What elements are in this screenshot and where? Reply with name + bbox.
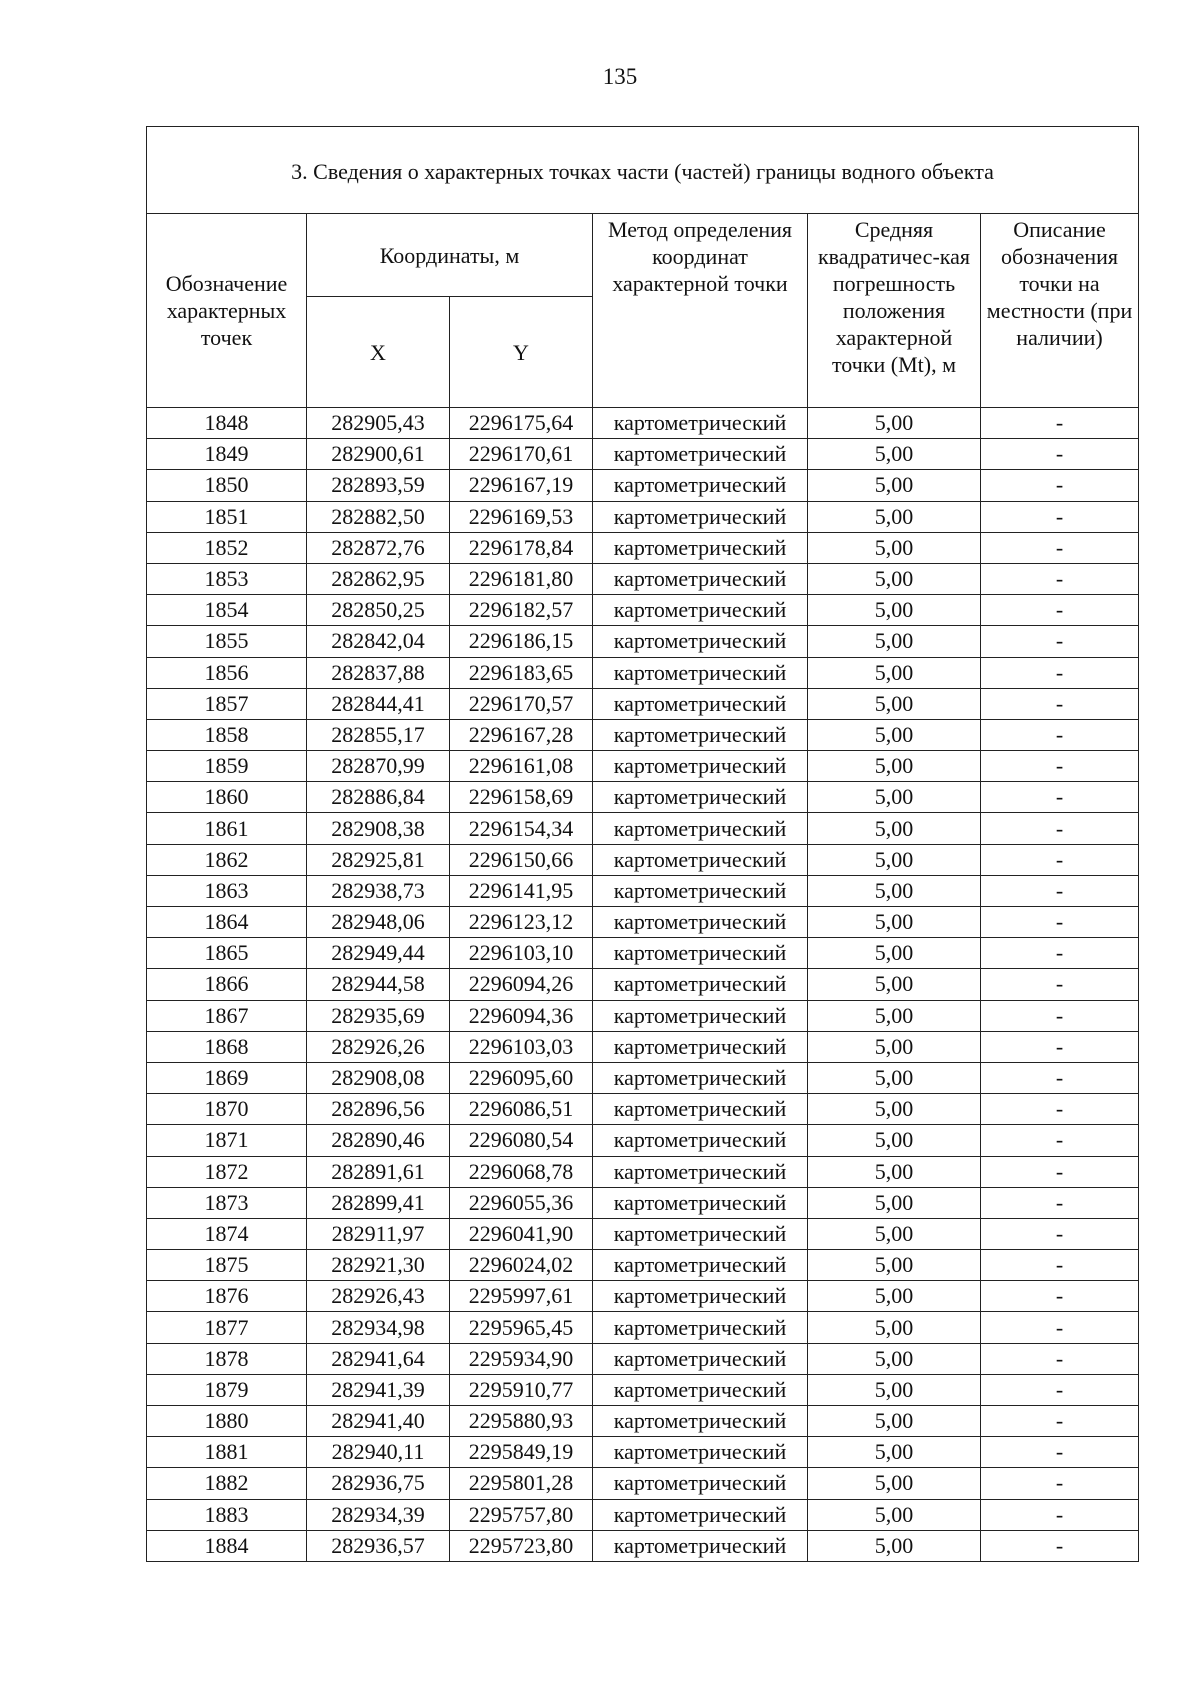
x-coordinate-cell: 282870,99 xyxy=(307,751,450,782)
x-coordinate-cell: 282926,26 xyxy=(307,1031,450,1062)
error-value-cell: 5,00 xyxy=(808,969,981,1000)
method-cell: картометрический xyxy=(593,1343,808,1374)
error-value-cell: 5,00 xyxy=(808,1094,981,1125)
x-coordinate-cell: 282934,98 xyxy=(307,1312,450,1343)
y-coordinate-cell: 2296094,36 xyxy=(450,1000,593,1031)
description-cell: - xyxy=(981,1374,1139,1405)
point-id-cell: 1864 xyxy=(147,907,307,938)
description-cell: - xyxy=(981,470,1139,501)
x-coordinate-cell: 282941,64 xyxy=(307,1343,450,1374)
table-row xyxy=(147,1125,1139,1156)
x-coordinate-cell: 282882,50 xyxy=(307,501,450,532)
error-value-cell: 5,00 xyxy=(808,1062,981,1093)
point-id-cell: 1857 xyxy=(147,688,307,719)
description-cell: - xyxy=(981,626,1139,657)
point-id-cell: 1878 xyxy=(147,1343,307,1374)
header-coordinates: Координаты, м xyxy=(307,214,593,297)
y-coordinate-cell: 2296068,78 xyxy=(450,1156,593,1187)
method-cell: картометрический xyxy=(593,595,808,626)
description-cell: - xyxy=(981,719,1139,750)
description-cell: - xyxy=(981,1187,1139,1218)
description-cell: - xyxy=(981,1062,1139,1093)
description-cell: - xyxy=(981,1530,1139,1561)
error-value-cell: 5,00 xyxy=(808,1343,981,1374)
method-cell: картометрический xyxy=(593,1031,808,1062)
description-cell: - xyxy=(981,439,1139,470)
error-value-cell: 5,00 xyxy=(808,844,981,875)
table-row xyxy=(147,875,1139,906)
y-coordinate-cell: 2296170,57 xyxy=(450,688,593,719)
error-value-cell: 5,00 xyxy=(808,626,981,657)
table-row xyxy=(147,1250,1139,1281)
x-coordinate-cell: 282890,46 xyxy=(307,1125,450,1156)
method-cell: картометрический xyxy=(593,938,808,969)
y-coordinate-cell: 2296186,15 xyxy=(450,626,593,657)
x-coordinate-cell: 282891,61 xyxy=(307,1156,450,1187)
error-value-cell: 5,00 xyxy=(808,1530,981,1561)
x-coordinate-cell: 282948,06 xyxy=(307,907,450,938)
table-row xyxy=(147,1530,1139,1561)
method-cell: картометрический xyxy=(593,1187,808,1218)
x-coordinate-cell: 282886,84 xyxy=(307,782,450,813)
point-id-cell: 1861 xyxy=(147,813,307,844)
method-cell: картометрический xyxy=(593,1281,808,1312)
description-cell: - xyxy=(981,844,1139,875)
x-coordinate-cell: 282938,73 xyxy=(307,875,450,906)
x-coordinate-cell: 282872,76 xyxy=(307,532,450,563)
x-coordinate-cell: 282842,04 xyxy=(307,626,450,657)
x-coordinate-cell: 282837,88 xyxy=(307,657,450,688)
table-row xyxy=(147,751,1139,782)
error-value-cell: 5,00 xyxy=(808,907,981,938)
method-cell: картометрический xyxy=(593,1499,808,1530)
error-value-cell: 5,00 xyxy=(808,719,981,750)
description-cell: - xyxy=(981,595,1139,626)
point-id-cell: 1867 xyxy=(147,1000,307,1031)
description-cell: - xyxy=(981,1125,1139,1156)
method-cell: картометрический xyxy=(593,782,808,813)
y-coordinate-cell: 2296103,03 xyxy=(450,1031,593,1062)
description-cell: - xyxy=(981,563,1139,594)
x-coordinate-cell: 282921,30 xyxy=(307,1250,450,1281)
point-id-cell: 1873 xyxy=(147,1187,307,1218)
header-error: Средняя квадратичес-кая погрешность положения характерной точки (Mt), м xyxy=(808,214,981,408)
description-cell: - xyxy=(981,532,1139,563)
description-cell: - xyxy=(981,1281,1139,1312)
x-coordinate-cell: 282934,39 xyxy=(307,1499,450,1530)
y-coordinate-cell: 2296094,26 xyxy=(450,969,593,1000)
description-cell: - xyxy=(981,1000,1139,1031)
point-id-cell: 1859 xyxy=(147,751,307,782)
point-id-cell: 1875 xyxy=(147,1250,307,1281)
method-cell: картометрический xyxy=(593,1000,808,1031)
point-id-cell: 1882 xyxy=(147,1468,307,1499)
error-value-cell: 5,00 xyxy=(808,938,981,969)
error-value-cell: 5,00 xyxy=(808,1312,981,1343)
method-cell: картометрический xyxy=(593,969,808,1000)
point-id-cell: 1877 xyxy=(147,1312,307,1343)
y-coordinate-cell: 2295997,61 xyxy=(450,1281,593,1312)
method-cell: картометрический xyxy=(593,1468,808,1499)
x-coordinate-cell: 282941,39 xyxy=(307,1374,450,1405)
y-coordinate-cell: 2296182,57 xyxy=(450,595,593,626)
error-value-cell: 5,00 xyxy=(808,501,981,532)
table-row xyxy=(147,969,1139,1000)
y-coordinate-cell: 2296141,95 xyxy=(450,875,593,906)
error-value-cell: 5,00 xyxy=(808,595,981,626)
point-id-cell: 1860 xyxy=(147,782,307,813)
error-value-cell: 5,00 xyxy=(808,1250,981,1281)
x-coordinate-cell: 282855,17 xyxy=(307,719,450,750)
x-coordinate-cell: 282936,75 xyxy=(307,1468,450,1499)
y-coordinate-cell: 2295801,28 xyxy=(450,1468,593,1499)
y-coordinate-cell: 2296080,54 xyxy=(450,1125,593,1156)
point-id-cell: 1870 xyxy=(147,1094,307,1125)
table-row xyxy=(147,595,1139,626)
method-cell: картометрический xyxy=(593,813,808,844)
table-row xyxy=(147,1499,1139,1530)
method-cell: картометрический xyxy=(593,1094,808,1125)
method-cell: картометрический xyxy=(593,875,808,906)
x-coordinate-cell: 282850,25 xyxy=(307,595,450,626)
x-coordinate-cell: 282899,41 xyxy=(307,1187,450,1218)
x-coordinate-cell: 282936,57 xyxy=(307,1530,450,1561)
point-id-cell: 1866 xyxy=(147,969,307,1000)
x-coordinate-cell: 282862,95 xyxy=(307,563,450,594)
table-row xyxy=(147,657,1139,688)
method-cell: картометрический xyxy=(593,470,808,501)
table-row xyxy=(147,408,1139,439)
y-coordinate-cell: 2296183,65 xyxy=(450,657,593,688)
point-id-cell: 1881 xyxy=(147,1437,307,1468)
error-value-cell: 5,00 xyxy=(808,439,981,470)
table-row xyxy=(147,1187,1139,1218)
error-value-cell: 5,00 xyxy=(808,408,981,439)
y-coordinate-cell: 2295965,45 xyxy=(450,1312,593,1343)
point-id-cell: 1879 xyxy=(147,1374,307,1405)
x-coordinate-cell: 282844,41 xyxy=(307,688,450,719)
description-cell: - xyxy=(981,1499,1139,1530)
point-id-cell: 1855 xyxy=(147,626,307,657)
y-coordinate-cell: 2296154,34 xyxy=(450,813,593,844)
boundary-points-table xyxy=(146,126,1139,1562)
x-coordinate-cell: 282925,81 xyxy=(307,844,450,875)
description-cell: - xyxy=(981,875,1139,906)
description-cell: - xyxy=(981,408,1139,439)
description-cell: - xyxy=(981,1312,1139,1343)
point-id-cell: 1863 xyxy=(147,875,307,906)
point-id-cell: 1852 xyxy=(147,532,307,563)
y-coordinate-cell: 2296095,60 xyxy=(450,1062,593,1093)
header-point: Обозначение характерных точек xyxy=(147,214,307,408)
y-coordinate-cell: 2296024,02 xyxy=(450,1250,593,1281)
table-row xyxy=(147,501,1139,532)
table-row xyxy=(147,938,1139,969)
table-row xyxy=(147,1312,1139,1343)
x-coordinate-cell: 282926,43 xyxy=(307,1281,450,1312)
method-cell: картометрический xyxy=(593,719,808,750)
header-method: Метод определения координат характерной точки xyxy=(593,214,808,408)
method-cell: картометрический xyxy=(593,626,808,657)
error-value-cell: 5,00 xyxy=(808,1406,981,1437)
table-row xyxy=(147,719,1139,750)
error-value-cell: 5,00 xyxy=(808,1281,981,1312)
point-id-cell: 1868 xyxy=(147,1031,307,1062)
table-title: 3. Сведения о характерных точках части (частей) границы водного объекта xyxy=(147,127,1139,214)
x-coordinate-cell: 282896,56 xyxy=(307,1094,450,1125)
method-cell: картометрический xyxy=(593,408,808,439)
method-cell: картометрический xyxy=(593,532,808,563)
error-value-cell: 5,00 xyxy=(808,1000,981,1031)
table-row xyxy=(147,1218,1139,1249)
table-row xyxy=(147,1406,1139,1437)
point-id-cell: 1850 xyxy=(147,470,307,501)
error-value-cell: 5,00 xyxy=(808,813,981,844)
point-id-cell: 1856 xyxy=(147,657,307,688)
method-cell: картометрический xyxy=(593,1250,808,1281)
description-cell: - xyxy=(981,1468,1139,1499)
table-row xyxy=(147,782,1139,813)
description-cell: - xyxy=(981,969,1139,1000)
table-row xyxy=(147,844,1139,875)
x-coordinate-cell: 282893,59 xyxy=(307,470,450,501)
description-cell: - xyxy=(981,1250,1139,1281)
description-cell: - xyxy=(981,1218,1139,1249)
error-value-cell: 5,00 xyxy=(808,1156,981,1187)
point-id-cell: 1848 xyxy=(147,408,307,439)
point-id-cell: 1869 xyxy=(147,1062,307,1093)
y-coordinate-cell: 2296103,10 xyxy=(450,938,593,969)
table-row xyxy=(147,1156,1139,1187)
point-id-cell: 1854 xyxy=(147,595,307,626)
error-value-cell: 5,00 xyxy=(808,470,981,501)
table-row xyxy=(147,1062,1139,1093)
description-cell: - xyxy=(981,688,1139,719)
method-cell: картометрический xyxy=(593,439,808,470)
y-coordinate-cell: 2295849,19 xyxy=(450,1437,593,1468)
error-value-cell: 5,00 xyxy=(808,1499,981,1530)
description-cell: - xyxy=(981,751,1139,782)
table-row xyxy=(147,1094,1139,1125)
description-cell: - xyxy=(981,1156,1139,1187)
description-cell: - xyxy=(981,1437,1139,1468)
method-cell: картометрический xyxy=(593,1156,808,1187)
description-cell: - xyxy=(981,813,1139,844)
y-coordinate-cell: 2296178,84 xyxy=(450,532,593,563)
error-value-cell: 5,00 xyxy=(808,563,981,594)
table-row xyxy=(147,688,1139,719)
y-coordinate-cell: 2296170,61 xyxy=(450,439,593,470)
y-coordinate-cell: 2296158,69 xyxy=(450,782,593,813)
x-coordinate-cell: 282949,44 xyxy=(307,938,450,969)
x-coordinate-cell: 282905,43 xyxy=(307,408,450,439)
point-id-cell: 1853 xyxy=(147,563,307,594)
x-coordinate-cell: 282944,58 xyxy=(307,969,450,1000)
method-cell: картометрический xyxy=(593,1062,808,1093)
method-cell: картометрический xyxy=(593,1374,808,1405)
table-row xyxy=(147,1468,1139,1499)
description-cell: - xyxy=(981,1094,1139,1125)
point-id-cell: 1862 xyxy=(147,844,307,875)
method-cell: картометрический xyxy=(593,1218,808,1249)
point-id-cell: 1874 xyxy=(147,1218,307,1249)
description-cell: - xyxy=(981,657,1139,688)
description-cell: - xyxy=(981,782,1139,813)
method-cell: картометрический xyxy=(593,657,808,688)
error-value-cell: 5,00 xyxy=(808,782,981,813)
table-row xyxy=(147,439,1139,470)
x-coordinate-cell: 282908,38 xyxy=(307,813,450,844)
method-cell: картометрический xyxy=(593,501,808,532)
error-value-cell: 5,00 xyxy=(808,875,981,906)
method-cell: картометрический xyxy=(593,1530,808,1561)
point-id-cell: 1880 xyxy=(147,1406,307,1437)
error-value-cell: 5,00 xyxy=(808,532,981,563)
table-row xyxy=(147,532,1139,563)
description-cell: - xyxy=(981,501,1139,532)
point-id-cell: 1871 xyxy=(147,1125,307,1156)
point-id-cell: 1883 xyxy=(147,1499,307,1530)
error-value-cell: 5,00 xyxy=(808,688,981,719)
point-id-cell: 1851 xyxy=(147,501,307,532)
y-coordinate-cell: 2296169,53 xyxy=(450,501,593,532)
table-row xyxy=(147,813,1139,844)
x-coordinate-cell: 282908,08 xyxy=(307,1062,450,1093)
point-id-cell: 1876 xyxy=(147,1281,307,1312)
table-row xyxy=(147,1000,1139,1031)
page-number: 135 xyxy=(602,64,638,89)
header-description: Описание обозначения точки на местности (при наличии) xyxy=(981,214,1139,408)
error-value-cell: 5,00 xyxy=(808,1218,981,1249)
x-coordinate-cell: 282940,11 xyxy=(307,1437,450,1468)
table-row xyxy=(147,1374,1139,1405)
error-value-cell: 5,00 xyxy=(808,751,981,782)
method-cell: картометрический xyxy=(593,907,808,938)
x-coordinate-cell: 282935,69 xyxy=(307,1000,450,1031)
method-cell: картометрический xyxy=(593,688,808,719)
description-cell: - xyxy=(981,907,1139,938)
y-coordinate-cell: 2295880,93 xyxy=(450,1406,593,1437)
point-id-cell: 1872 xyxy=(147,1156,307,1187)
table-row xyxy=(147,1031,1139,1062)
method-cell: картометрический xyxy=(593,563,808,594)
table-row xyxy=(147,1343,1139,1374)
method-cell: картометрический xyxy=(593,1406,808,1437)
method-cell: картометрический xyxy=(593,751,808,782)
table-row xyxy=(147,563,1139,594)
table-row xyxy=(147,907,1139,938)
y-coordinate-cell: 2295723,80 xyxy=(450,1530,593,1561)
y-coordinate-cell: 2296150,66 xyxy=(450,844,593,875)
y-coordinate-cell: 2296167,28 xyxy=(450,719,593,750)
method-cell: картометрический xyxy=(593,1125,808,1156)
error-value-cell: 5,00 xyxy=(808,1125,981,1156)
description-cell: - xyxy=(981,1031,1139,1062)
point-id-cell: 1858 xyxy=(147,719,307,750)
y-coordinate-cell: 2296086,51 xyxy=(450,1094,593,1125)
method-cell: картометрический xyxy=(593,1437,808,1468)
y-coordinate-cell: 2296123,12 xyxy=(450,907,593,938)
table-row xyxy=(147,470,1139,501)
x-coordinate-cell: 282941,40 xyxy=(307,1406,450,1437)
point-id-cell: 1865 xyxy=(147,938,307,969)
table-row xyxy=(147,1437,1139,1468)
y-coordinate-cell: 2296161,08 xyxy=(450,751,593,782)
description-cell: - xyxy=(981,938,1139,969)
method-cell: картометрический xyxy=(593,1312,808,1343)
x-coordinate-cell: 282900,61 xyxy=(307,439,450,470)
y-coordinate-cell: 2296181,80 xyxy=(450,563,593,594)
header-y: Y xyxy=(450,297,593,408)
error-value-cell: 5,00 xyxy=(808,657,981,688)
error-value-cell: 5,00 xyxy=(808,1031,981,1062)
y-coordinate-cell: 2296041,90 xyxy=(450,1218,593,1249)
description-cell: - xyxy=(981,1406,1139,1437)
x-coordinate-cell: 282911,97 xyxy=(307,1218,450,1249)
header-x: X xyxy=(307,297,450,408)
y-coordinate-cell: 2296167,19 xyxy=(450,470,593,501)
y-coordinate-cell: 2296055,36 xyxy=(450,1187,593,1218)
error-value-cell: 5,00 xyxy=(808,1437,981,1468)
point-id-cell: 1849 xyxy=(147,439,307,470)
table-row xyxy=(147,1281,1139,1312)
error-value-cell: 5,00 xyxy=(808,1187,981,1218)
point-id-cell: 1884 xyxy=(147,1530,307,1561)
y-coordinate-cell: 2295910,77 xyxy=(450,1374,593,1405)
table-body xyxy=(147,408,1139,1562)
table-row xyxy=(147,626,1139,657)
method-cell: картометрический xyxy=(593,844,808,875)
error-value-cell: 5,00 xyxy=(808,1468,981,1499)
y-coordinate-cell: 2295934,90 xyxy=(450,1343,593,1374)
error-value-cell: 5,00 xyxy=(808,1374,981,1405)
y-coordinate-cell: 2296175,64 xyxy=(450,408,593,439)
description-cell: - xyxy=(981,1343,1139,1374)
y-coordinate-cell: 2295757,80 xyxy=(450,1499,593,1530)
